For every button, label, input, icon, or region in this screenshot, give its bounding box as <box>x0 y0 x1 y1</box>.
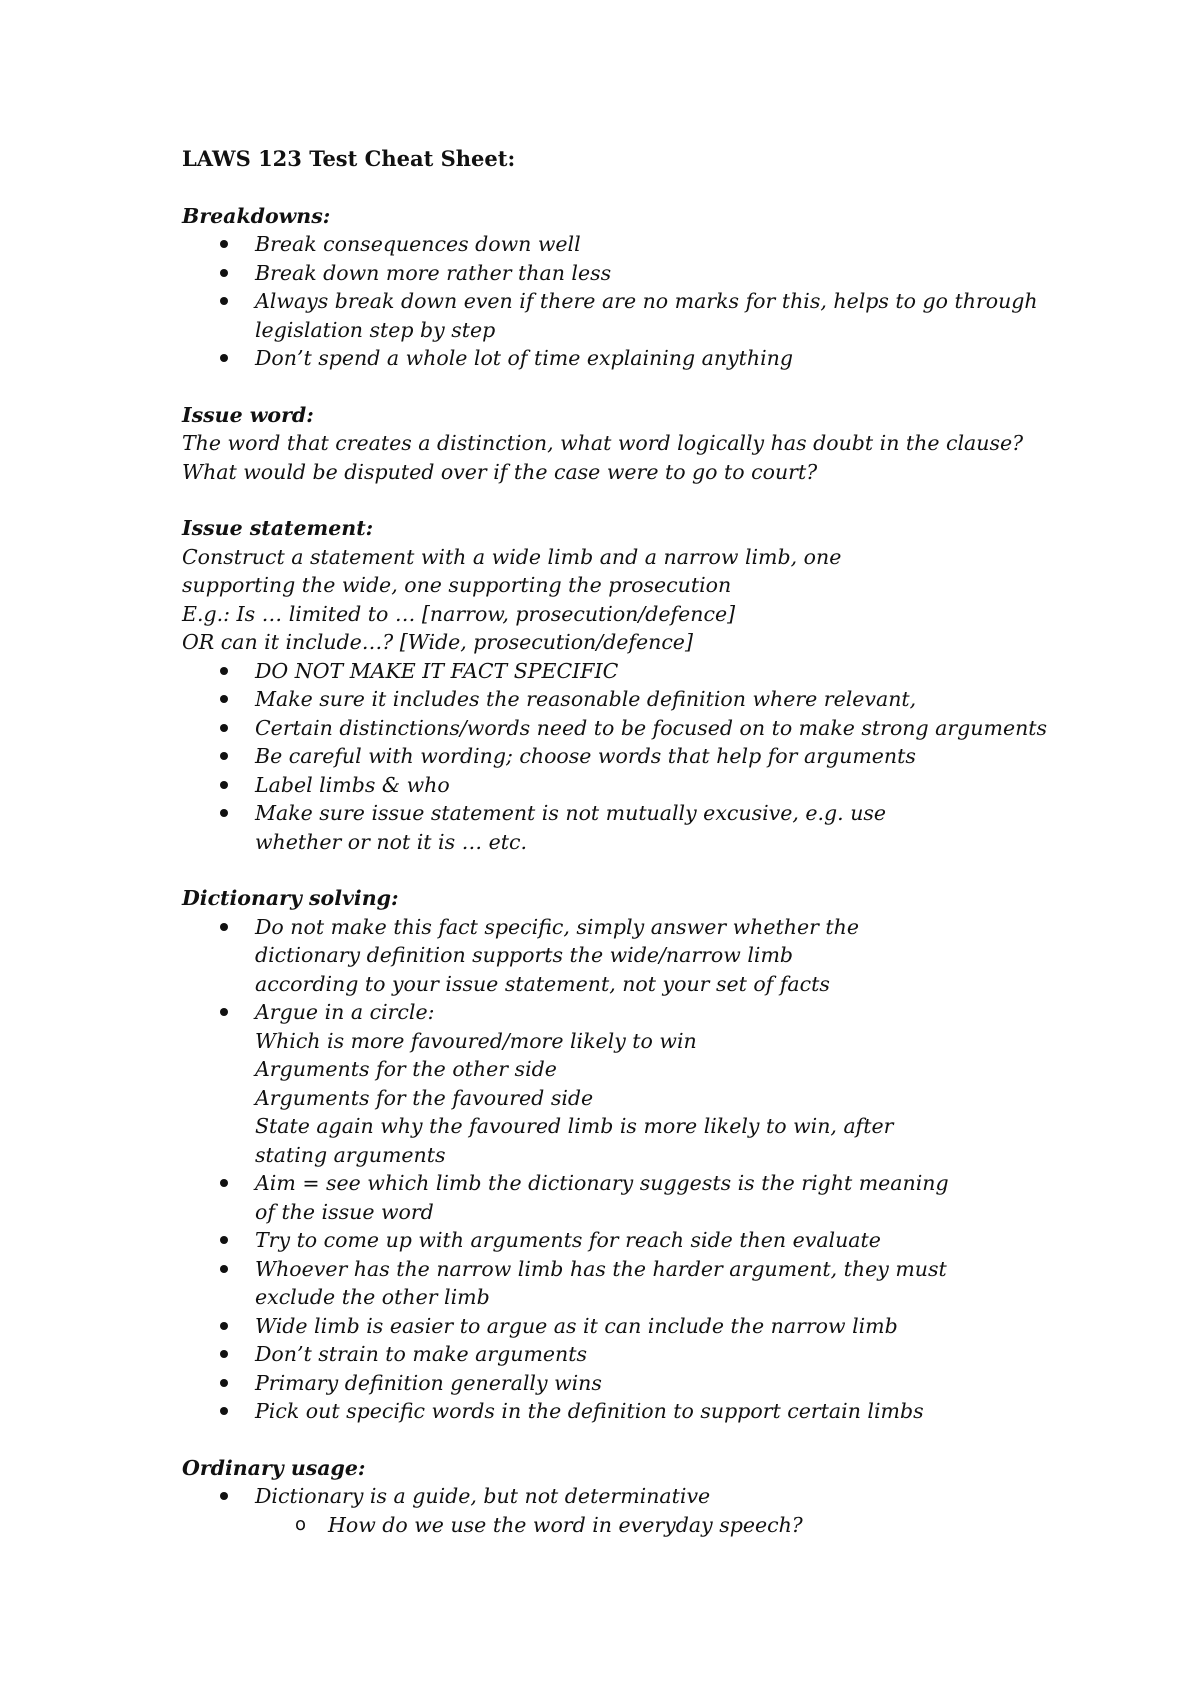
breakdowns-list <box>182 230 1082 373</box>
list-item: Label limbs & who <box>182 771 1082 800</box>
list-item <box>182 998 915 1169</box>
document-page <box>182 145 1082 1567</box>
list-item: DO NOT MAKE IT FACT SPECIFIC <box>182 657 1082 686</box>
document-title: LAWS 123 Test Cheat Sheet: <box>182 146 516 171</box>
list-item: Don’t strain to make arguments <box>182 1340 1082 1369</box>
list-item: Whoever has the narrow limb has the harder argument, they must exclude the other limb <box>182 1255 975 1312</box>
circle-line: Which is more favoured/more likely to win <box>255 1028 697 1053</box>
circle-line: Argue in a circle: <box>255 1000 435 1024</box>
list-item: Primary definition generally wins <box>182 1369 1082 1398</box>
issue-statement-heading: Issue statement: <box>182 516 374 540</box>
list-item: Always break down even if there are no marks for this, helps to go through legislation step by step <box>182 287 1082 344</box>
section-dictionary-solving <box>182 884 1082 1426</box>
issue-statement-line: Construct a statement with a wide limb and a narrow limb, one supporting the wide, one supporting the prosecution <box>182 544 842 597</box>
sub-list-item: o How do we use the word in everyday speech? <box>255 1511 1082 1540</box>
list-item: Wide limb is easier to argue as it can include the narrow limb <box>182 1312 1082 1341</box>
issue-word-line: What would be disputed over if the case were to go to court? <box>182 459 818 484</box>
dictionary-solving-list <box>182 913 1082 1426</box>
ordinary-usage-heading: Ordinary usage: <box>182 1455 366 1480</box>
list-item: Aim = see which limb the dictionary suggests is the right meaning of the issue word <box>182 1169 955 1226</box>
list-item: Break down more rather than less <box>182 259 1082 288</box>
circle-line: Arguments for the favoured side <box>255 1085 594 1110</box>
list-item: Make sure issue statement is not mutually excusive, e.g. use whether or not it is … etc. <box>182 799 962 856</box>
ordinary-usage-sublist <box>255 1511 1082 1540</box>
circle-line: Arguments for the other side <box>255 1057 557 1081</box>
list-item: Be careful with wording; choose words that help for arguments <box>182 742 1082 771</box>
issue-statement-line: OR can it include…? [Wide, prosecution/defence] <box>182 630 693 654</box>
section-breakdowns <box>182 202 1082 373</box>
list-item: Try to come up with arguments for reach side then evaluate <box>182 1226 1082 1255</box>
list-item: Make sure it includes the reasonable definition where relevant, <box>182 685 1082 714</box>
issue-word-heading: Issue word: <box>182 402 314 427</box>
list-item: Pick out specific words in the definition to support certain limbs <box>182 1397 1082 1426</box>
dictionary-solving-heading: Dictionary solving: <box>182 886 399 910</box>
section-issue-statement <box>182 514 1082 856</box>
section-ordinary-usage <box>182 1454 1082 1540</box>
list-item: Certain distinctions/words need to be focused on to make strong arguments <box>182 714 1082 743</box>
list-item: Don’t spend a whole lot of time explaining anything <box>182 344 1082 373</box>
list-item: Break consequences down well <box>182 230 1082 259</box>
issue-statement-list <box>182 657 1082 857</box>
issue-word-line: The word that creates a distinction, what word logically has doubt in the clause? <box>182 431 1024 455</box>
list-item: Do not make this fact specific, simply answer whether the dictionary definition supports the wide/narrow limb according to your issue statement, not your set of facts <box>182 913 895 999</box>
breakdowns-heading: Breakdowns: <box>182 203 331 228</box>
circle-line: State again why the favoured limb is more likely to win, after stating arguments <box>255 1114 894 1167</box>
ordinary-usage-item: Dictionary is a guide, but not determinative <box>255 1484 711 1508</box>
section-issue-word <box>182 401 1082 487</box>
list-item <box>182 1482 1082 1539</box>
issue-statement-line: E.g.: Is … limited to … [narrow, prosecution/defence] <box>182 601 736 626</box>
ordinary-usage-list <box>182 1482 1082 1539</box>
